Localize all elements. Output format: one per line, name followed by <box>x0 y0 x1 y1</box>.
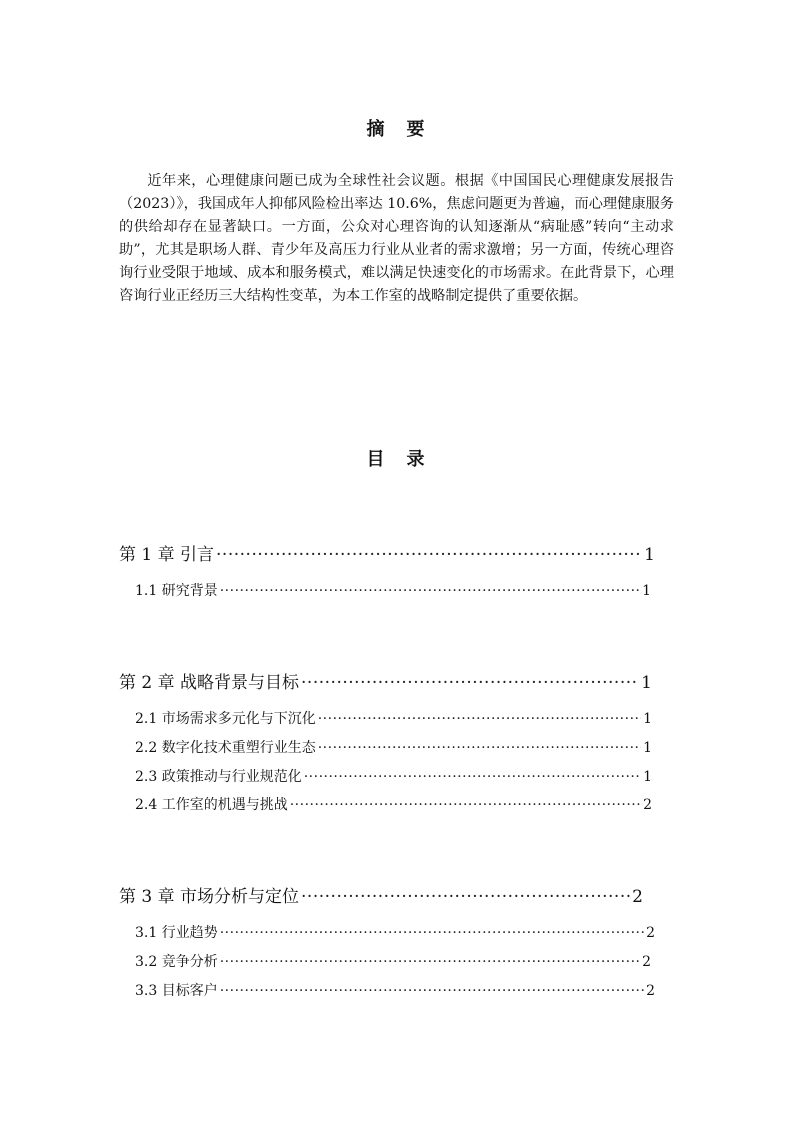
toc-leader-dots <box>318 711 641 727</box>
toc-page-number: 2 <box>632 887 643 907</box>
toc-chapter-label: 第 3 章 市场分析与定位 <box>119 887 300 907</box>
toc-section-label: 2.1 市场需求多元化与下沉化 <box>135 711 316 727</box>
abstract-paragraph: 近年来，心理健康问题已成为全球性社会议题。根据《中国国民心理健康发展报告（2023）》，我国成年人抑郁风险检出率达 10.6%，焦虑问题更为普遍，而心理健康服务的供给却存在显著缺口。一方面，公众对心理咨询的认知逐渐从“病耻感”转向“主动求助”，尤其是职场人群、青少年及高压力行业从业者的需求激增；另一方面，传统心理咨询行业受限于地域、成本和服务模式，难以满足快速变化的市场需求。在此背景下，心理咨询行业正经历三大结构性变革，为本工作室的战略制定提供了重要依据。 <box>119 173 674 304</box>
toc-section-1-1[interactable] <box>135 580 651 600</box>
toc-page-number: 1 <box>643 740 652 756</box>
toc-leader-dots <box>304 769 641 785</box>
toc-leader-dots <box>301 887 630 907</box>
toc-section-2-4[interactable] <box>135 794 652 814</box>
toc-page-number: 1 <box>643 769 652 785</box>
toc-leader-dots <box>301 673 639 693</box>
toc-section-2-1[interactable] <box>135 708 652 728</box>
toc-page-number: 2 <box>642 954 651 970</box>
toc-section-label: 1.1 研究背景 <box>135 583 218 599</box>
toc-page-number: 1 <box>641 673 652 693</box>
toc-section-2-2[interactable] <box>135 737 652 757</box>
toc-chapter-label: 第 2 章 战略背景与目标 <box>119 673 300 693</box>
toc-chapter-3[interactable] <box>119 882 643 907</box>
toc-leader-dots <box>318 740 641 756</box>
toc-section-label: 3.2 竞争分析 <box>135 954 218 970</box>
toc-chapter-2[interactable] <box>119 668 652 693</box>
toc-chapter-1[interactable] <box>119 540 655 565</box>
toc-page-number: 1 <box>642 583 651 599</box>
toc-section-label: 2.2 数字化技术重塑行业生态 <box>135 740 316 756</box>
toc-leader-dots <box>220 983 644 999</box>
toc-section-3-1[interactable] <box>135 922 655 942</box>
toc-page-number: 2 <box>646 983 655 999</box>
toc-leader-dots <box>290 797 641 813</box>
toc-section-label: 2.3 政策推动与行业规范化 <box>135 769 302 785</box>
toc-section-label: 3.3 目标客户 <box>135 983 218 999</box>
toc-section-label: 3.1 行业趋势 <box>135 925 218 941</box>
toc-section-3-2[interactable] <box>135 951 651 971</box>
abstract-title: 摘 要 <box>366 119 427 140</box>
toc-section-label: 2.4 工作室的机遇与挑战 <box>135 797 288 813</box>
toc-page-number: 2 <box>646 925 655 941</box>
toc-page-number: 1 <box>643 711 652 727</box>
toc-leader-dots <box>220 925 644 941</box>
toc-page-number: 1 <box>644 545 655 565</box>
toc-leader-dots <box>220 954 640 970</box>
toc-page-number: 2 <box>643 797 652 813</box>
toc-section-3-3[interactable] <box>135 980 655 1000</box>
toc-leader-dots <box>220 583 640 599</box>
toc-chapter-label: 第 1 章 引言 <box>119 545 215 565</box>
toc-title: 目 录 <box>366 449 427 470</box>
toc-leader-dots <box>216 545 642 565</box>
toc-section-2-3[interactable] <box>135 766 652 786</box>
